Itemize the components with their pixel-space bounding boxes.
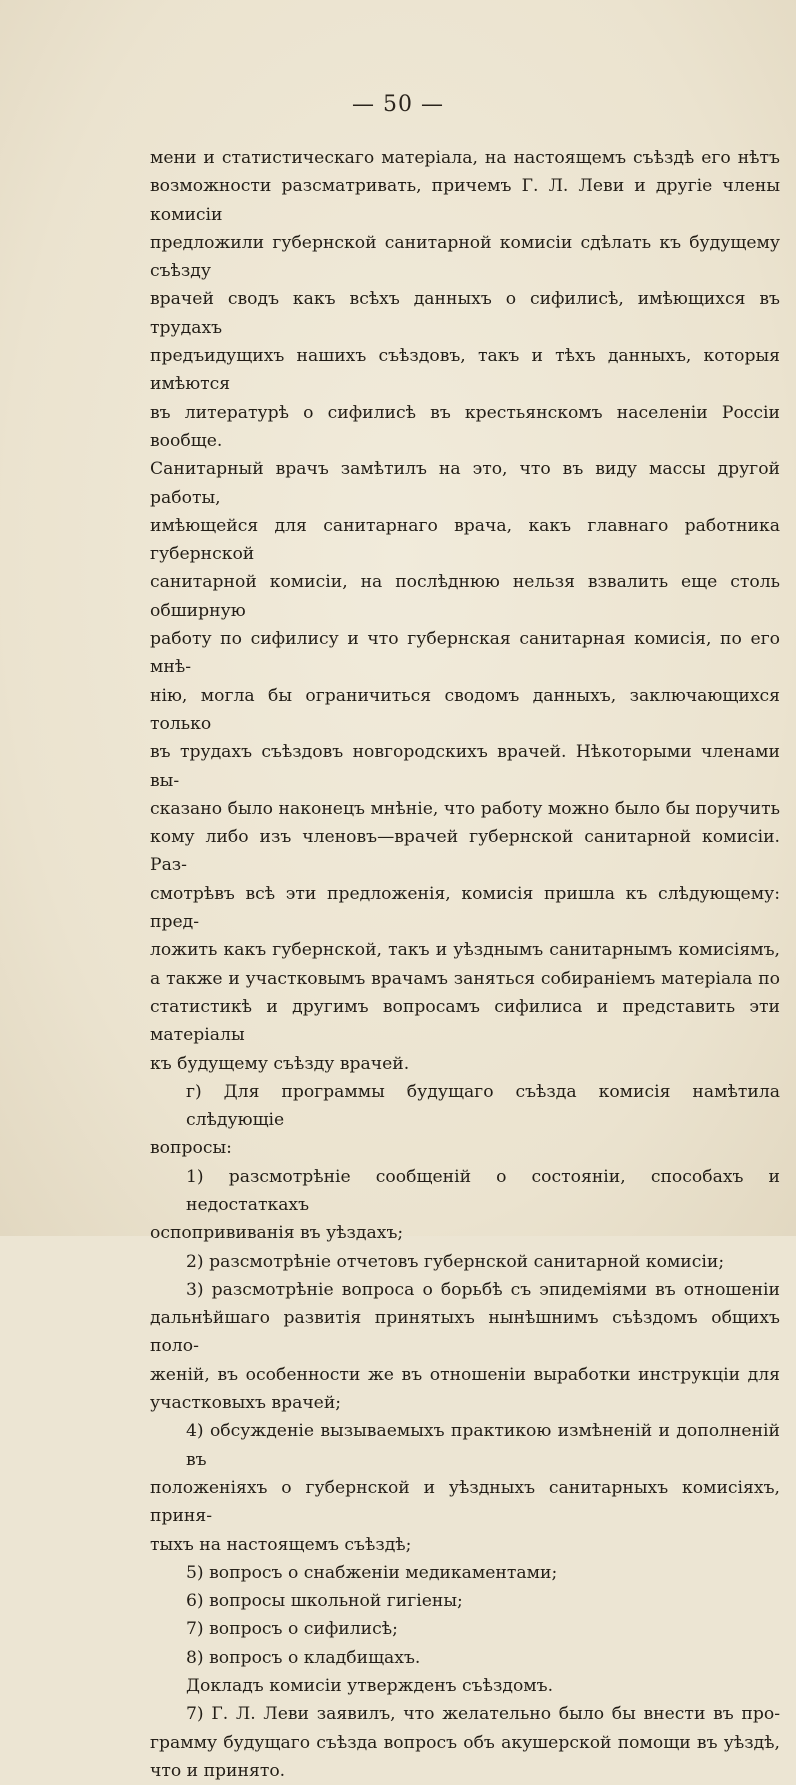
paragraph	[150, 1248, 780, 1276]
text-line: Санитарный врачъ замѣтилъ на это, что въ виду массы другой работы,	[150, 459, 780, 508]
paragraph	[150, 1276, 780, 1417]
text-line: санитарной комисіи, на послѣднюю нельзя взвалить еще столь обширную	[150, 572, 780, 621]
text-line: грамму будущаго съѣзда вопросъ объ акушерской помощи въ уѣздѣ,	[150, 1732, 780, 1753]
text-line: ложить какъ губернской, такъ и уѣзднымъ санитарнымъ комисіямъ,	[150, 940, 780, 961]
text-line: 8) вопросъ о кладбищахъ.	[186, 1647, 421, 1668]
text-line: что и принято.	[150, 1760, 286, 1781]
text-line: статистикѣ и другимъ вопросамъ сифилиса и представить эти матеріалы	[150, 996, 780, 1046]
text-line: тыхъ на настоящемъ съѣздѣ;	[150, 1534, 412, 1555]
text-line: сказано было наконецъ мнѣніе, что работу можно было бы поручить	[150, 798, 780, 819]
text-line: нію, могла бы ограничиться сводомъ данныхъ, заключающихся только	[150, 685, 780, 734]
text-line: участковыхъ врачей;	[150, 1393, 342, 1414]
text-line: 2) разсмотрѣніе отчетовъ губернской санитарной комисіи;	[186, 1251, 725, 1272]
text-line: предъидущихъ нашихъ съѣздовъ, такъ и тѣхъ данныхъ, которыя имѣются	[150, 346, 780, 395]
text-line: 1) разсмотрѣніе сообщеній о состояніи, способахъ и недостаткахъ	[186, 1166, 780, 1215]
paragraph	[150, 1700, 780, 1785]
paragraph	[150, 1644, 780, 1672]
text-line: г) Для программы будущаго съѣзда комисія намѣтила слѣдующіе	[186, 1081, 780, 1131]
text-line: 5) вопросъ о снабженіи медикаментами;	[186, 1562, 558, 1583]
text-line: имѣющейся для санитарнаго врача, какъ главнаго работника губернской	[150, 515, 780, 565]
text-line: 4) обсужденіе вызываемыхъ практикою измѣненій и дополненій въ	[186, 1421, 780, 1470]
paragraph	[150, 1587, 780, 1615]
text-line: смотрѣвъ всѣ эти предложенія, комисія пришла къ слѣдующему: пред-	[150, 883, 780, 933]
text-line: работу по сифилису и что губернская санитарная комисія, по его мнѣ-	[150, 629, 780, 678]
text-line: къ будущему съѣзду врачей.	[150, 1053, 410, 1074]
paragraph	[150, 1559, 780, 1587]
text-line: кому либо изъ членовъ—врачей губернской санитарной комисіи. Раз-	[150, 827, 780, 876]
text-line: 7) Г. Л. Леви заявилъ, что желательно было бы внести въ про-	[186, 1704, 780, 1725]
text-line: въ трудахъ съѣздовъ новгородскихъ врачей. Нѣкоторыми членами вы-	[150, 742, 780, 791]
text-line: мени и статистическаго матеріала, на настоящемъ съѣздѣ его нѣтъ	[150, 148, 780, 168]
paragraph	[150, 1615, 780, 1643]
paragraph	[150, 1672, 780, 1700]
paragraph	[150, 1163, 780, 1248]
text-line: а также и участковымъ врачамъ заняться собираніемъ матеріала по	[150, 968, 780, 989]
text-line: Докладъ комисіи утвержденъ съѣздомъ.	[186, 1676, 554, 1697]
text-line: женій, въ особенности же въ отношеніи выработки инструкціи для	[150, 1364, 780, 1385]
text-line: 6) вопросы школьной гигіены;	[186, 1591, 463, 1612]
text-line: возможности разсматривать, причемъ Г. Л. Леви и другіе члены комисіи	[150, 176, 780, 225]
text-line: предложили губернской санитарной комисіи сдѣлать къ будущему съѣзду	[150, 232, 780, 282]
paragraph	[150, 1417, 780, 1558]
text-line: врачей сводъ какъ всѣхъ данныхъ о сифилисѣ, имѣющихся въ трудахъ	[150, 289, 780, 338]
text-line: оспопрививанія въ уѣздахъ;	[150, 1223, 404, 1244]
text-line: 3) разсмотрѣніе вопроса о борьбѣ съ эпидеміями въ отношеніи	[186, 1279, 780, 1300]
text-line: 7) вопросъ о сифилисѣ;	[186, 1619, 398, 1640]
text-line: въ литературѣ о сифилисѣ въ крестьянскомъ населеніи Россіи вообще.	[150, 402, 780, 451]
paragraph	[150, 144, 780, 1078]
page-number: — 50 —	[352, 92, 444, 117]
text-line: дальнѣйшаго развитія принятыхъ нынѣшнимъ съѣздомъ общихъ поло-	[150, 1308, 780, 1357]
paragraph	[150, 1078, 780, 1163]
text-line: вопросы:	[150, 1138, 232, 1159]
body-text	[150, 144, 780, 1785]
text-line: положеніяхъ о губернской и уѣздныхъ санитарныхъ комисіяхъ, приня-	[150, 1477, 780, 1527]
